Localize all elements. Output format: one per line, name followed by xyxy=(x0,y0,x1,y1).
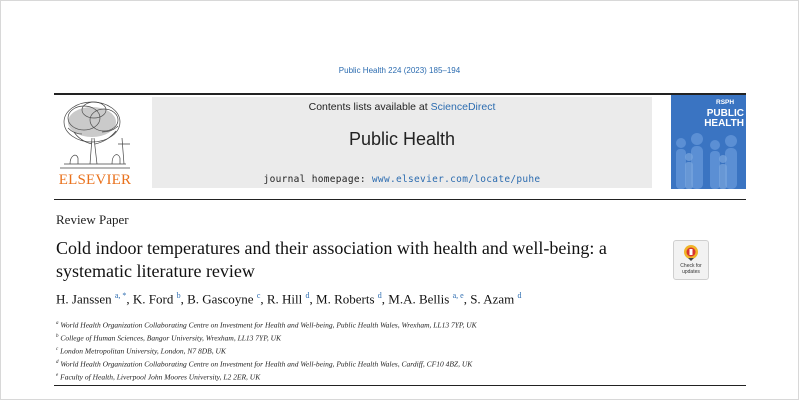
header-bottom-rule xyxy=(54,199,746,200)
journal-citation[interactable]: Public Health 224 (2023) 185–194 xyxy=(338,66,461,75)
affiliation-item xyxy=(56,344,477,357)
author-separator: , xyxy=(309,291,317,307)
check-updates-line-2: updates xyxy=(682,269,700,275)
contents-availability xyxy=(152,101,652,113)
affiliation-item xyxy=(56,357,477,370)
author-name[interactable]: B. Gascoyne xyxy=(187,291,254,307)
elsevier-logo[interactable] xyxy=(54,98,136,190)
affiliation-key: b xyxy=(56,334,59,339)
check-for-updates-button[interactable] xyxy=(673,240,709,280)
author-affiliation-marker[interactable]: a, * xyxy=(114,291,127,300)
author-name[interactable]: M.A. Bellis xyxy=(388,291,450,307)
cover-title-line-1: PUBLIC xyxy=(706,108,744,119)
check-updates-label xyxy=(674,263,708,275)
article-type: Review Paper xyxy=(56,212,129,227)
contents-prefix-text: Contents lists available at xyxy=(308,101,431,113)
rsph-badge: RSPH xyxy=(716,99,735,106)
author-affiliation-marker[interactable]: d xyxy=(377,291,382,300)
author-separator: , xyxy=(126,291,133,307)
elsevier-tree-icon xyxy=(54,98,136,172)
affiliation-item xyxy=(56,370,477,383)
author-name[interactable]: H. Janssen xyxy=(56,291,112,307)
affiliation-key: a xyxy=(56,321,59,326)
affiliation-key: d xyxy=(56,360,59,365)
author-separator: , xyxy=(381,291,389,307)
author-name[interactable]: S. Azam xyxy=(470,291,515,307)
author-affiliation-marker[interactable]: d xyxy=(305,291,310,300)
affiliation-text: London Metropolitan University, London, N7 8DB, UK xyxy=(60,346,226,356)
author-name[interactable]: R. Hill xyxy=(266,291,303,307)
author-affiliation-marker[interactable]: b xyxy=(176,291,181,300)
author-name[interactable]: M. Roberts xyxy=(316,291,375,307)
author-separator: , xyxy=(180,291,188,307)
cover-title xyxy=(676,109,744,129)
author-list xyxy=(56,291,522,307)
article-title: Cold indoor temperatures and their association with health and well-being: a systematic literature review xyxy=(56,238,607,281)
affiliation-text: College of Human Sciences, Bangor University, Wrexham, LL13 7YP, UK xyxy=(60,333,281,343)
journal-header-box xyxy=(152,97,652,188)
author-affiliation-marker[interactable]: a, e xyxy=(452,291,464,300)
check-updates-line-1: Check for xyxy=(680,263,702,269)
author-name[interactable]: K. Ford xyxy=(132,291,174,307)
section-divider xyxy=(54,385,746,386)
journal-homepage-link[interactable]: www.elsevier.com/locate/puhe xyxy=(371,174,541,185)
header-top-rule xyxy=(54,93,746,95)
author-separator: , xyxy=(463,291,471,307)
affiliation-text: World Health Organization Collaborating Centre on Investment for Health and Well-being, Public Health Wales, Cardiff, CF10 4BZ, UK xyxy=(60,359,473,369)
affiliation-list xyxy=(56,318,477,383)
affiliation-item xyxy=(56,318,477,331)
journal-homepage xyxy=(152,174,652,185)
author-affiliation-marker[interactable]: c xyxy=(256,291,261,300)
homepage-prefix-text: journal homepage: xyxy=(263,174,372,185)
check-updates-icon xyxy=(683,244,699,262)
author-affiliation-marker[interactable]: d xyxy=(517,291,522,300)
affiliation-text: Faculty of Health, Liverpool John Moores University, L2 2ER, UK xyxy=(60,372,261,382)
affiliation-text: World Health Organization Collaborating Centre on Investment for Health and Well-being, Public Health Wales, Wrexham, LL13 7YP, UK xyxy=(60,320,477,330)
affiliation-key: c xyxy=(56,347,59,352)
cover-title-line-2: HEALTH xyxy=(704,118,744,129)
sciencedirect-link[interactable]: ScienceDirect xyxy=(430,101,496,113)
affiliation-item xyxy=(56,331,477,344)
cover-crowd-illustration xyxy=(671,131,746,189)
journal-title: Public Health xyxy=(348,129,456,149)
journal-cover-image[interactable] xyxy=(671,95,746,189)
author-separator: , xyxy=(260,291,267,307)
elsevier-wordmark: ELSEVIER xyxy=(58,172,132,188)
affiliation-key: e xyxy=(56,373,59,378)
